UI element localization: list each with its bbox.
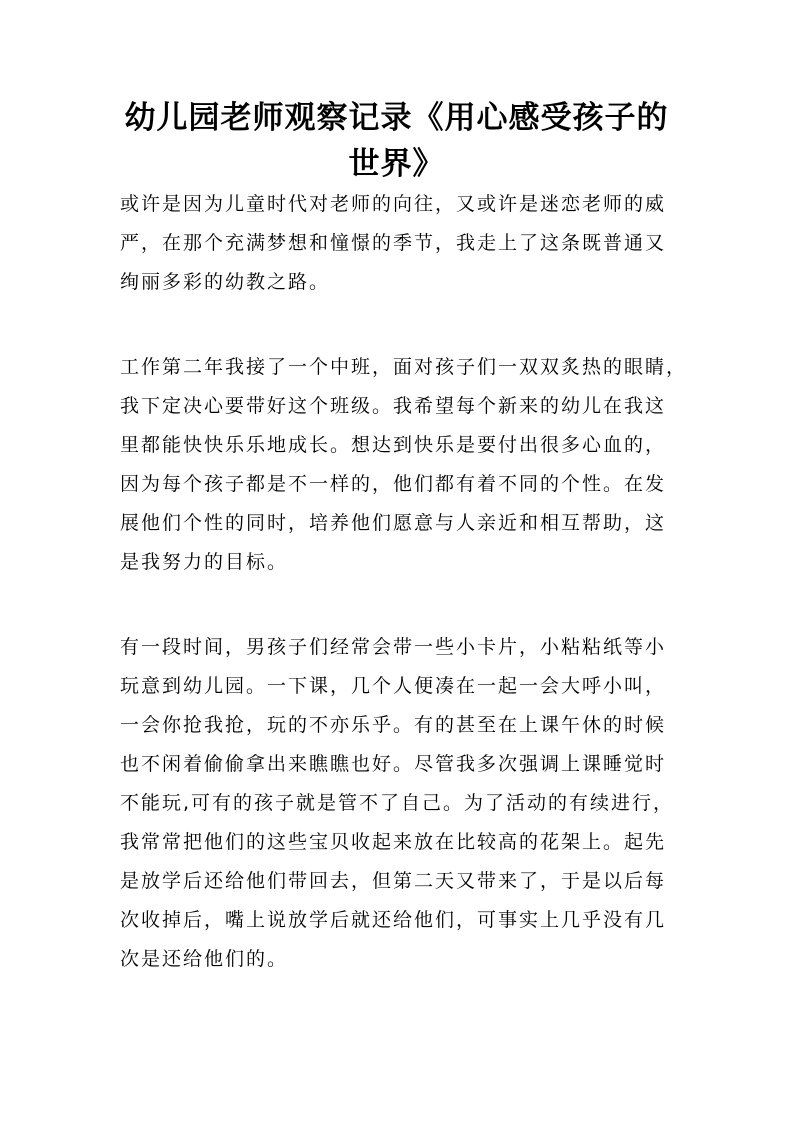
title-line: 幼儿园老师观察记录《用心感受孩子的	[124, 100, 669, 136]
text-line: 是我努力的目标。	[120, 551, 289, 573]
text-line: 次是还给他们的。	[120, 948, 289, 970]
text-line: 我下定决心要带好这个班级。我希望每个新来的幼儿在我这	[120, 395, 667, 417]
paragraph-second-year	[120, 348, 688, 582]
document-title	[110, 95, 683, 187]
text-line: 里都能快快乐乐地成长。想达到快乐是要付出很多心血的，	[120, 434, 667, 456]
text-line: 玩意到幼儿园。一下课，几个人便凑在一起一会大呼小叫，	[120, 675, 667, 697]
text-line: 有一段时间，男孩子们经常会带一些小卡片，小粘粘纸等小	[120, 636, 667, 658]
text-line: 展他们个性的同时，培养他们愿意与人亲近和相互帮助，这	[120, 512, 667, 534]
text-line: 工作第二年我接了一个中班，面对孩子们一双双炙热的眼睛，	[120, 356, 688, 378]
text-line: 因为每个孩子都是不一样的，他们都有着不同的个性。在发	[120, 473, 667, 495]
text-line: 绚丽多彩的幼教之路。	[120, 271, 331, 293]
title-line: 世界》	[348, 146, 445, 182]
text-line: 不能玩,可有的孩子就是管不了自己。为了活动的有续进行，	[120, 792, 675, 814]
text-line: 我常常把他们的这些宝贝收起来放在比较高的花架上。起先	[120, 831, 667, 853]
text-line: 一会你抢我抢，玩的不亦乐乎。有的甚至在上课午休的时候	[120, 714, 667, 736]
text-line: 或许是因为儿童时代对老师的向往，又或许是迷恋老师的威	[120, 193, 667, 215]
text-line: 次收掉后，嘴上说放学后就还给他们，可事实上几乎没有几	[120, 909, 667, 931]
text-line: 是放学后还给他们带回去，但第二天又带来了，于是以后每	[120, 870, 667, 892]
text-line: 严，在那个充满梦想和憧憬的季节，我走上了这条既普通又	[120, 232, 667, 254]
text-line: 也不闲着偷偷拿出来瞧瞧也好。尽管我多次强调上课睡觉时	[120, 753, 667, 775]
paragraph-intro	[120, 185, 680, 302]
paragraph-toy-cards	[120, 628, 680, 979]
